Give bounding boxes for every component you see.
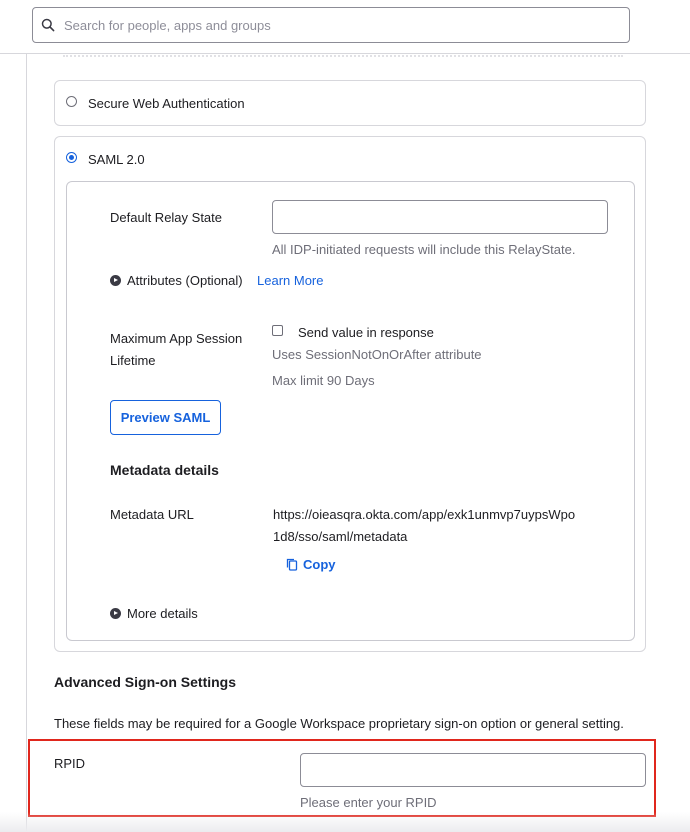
learn-more-link[interactable]: Learn More [257, 273, 324, 288]
search-icon [41, 18, 55, 32]
preview-saml-button[interactable]: Preview SAML [110, 400, 221, 435]
highlight-box [28, 739, 656, 817]
session-lifetime-label-2: Lifetime [110, 353, 156, 368]
advanced-description: These fields may be required for a Google Workspace proprietary sign-on option or general setting. [54, 716, 624, 731]
max-limit-text: Max limit 90 Days [272, 373, 375, 388]
search-placeholder: Search for people, apps and groups [64, 18, 271, 33]
saml-label: SAML 2.0 [88, 152, 145, 167]
swa-option-card[interactable] [54, 80, 646, 126]
send-value-label: Send value in response [298, 325, 434, 340]
scroll-fade [0, 812, 690, 832]
rpid-label: RPID [54, 756, 86, 771]
search-input[interactable] [32, 7, 630, 43]
relay-state-label: Default Relay State [110, 210, 223, 225]
advanced-heading: Advanced Sign-on Settings [54, 674, 237, 690]
saml-settings-box [66, 181, 635, 641]
send-value-checkbox[interactable] [272, 325, 283, 336]
saml-radio[interactable] [66, 152, 77, 163]
swa-radio[interactable] [66, 96, 77, 107]
relay-state-input[interactable] [272, 200, 608, 234]
session-lifetime-label-1: Maximum App Session [110, 331, 243, 346]
metadata-heading: Metadata details [110, 462, 219, 478]
attributes-toggle[interactable]: Attributes (Optional) [110, 273, 243, 288]
saml-option-card [54, 136, 646, 652]
rpid-help: Please enter your RPID [300, 795, 437, 810]
relay-state-help: All IDP-initiated requests will include this RelayState. [272, 242, 576, 257]
metadata-url-label: Metadata URL [110, 507, 194, 522]
chevron-right-icon [110, 608, 121, 619]
top-bar [0, 0, 690, 54]
swa-label: Secure Web Authentication [88, 96, 245, 111]
copy-icon [286, 558, 298, 571]
metadata-url-line-1: https://oieasqra.okta.com/app/exk1unmvp7uypsWpo [273, 507, 576, 522]
app-settings-panel [26, 53, 690, 832]
more-details-toggle[interactable]: More details [110, 606, 198, 621]
copy-button[interactable]: Copy [286, 557, 336, 572]
session-help: Uses SessionNotOnOrAfter attribute [272, 347, 482, 362]
metadata-url-line-2: 1d8/sso/saml/metadata [273, 529, 408, 544]
chevron-right-icon [110, 275, 121, 286]
